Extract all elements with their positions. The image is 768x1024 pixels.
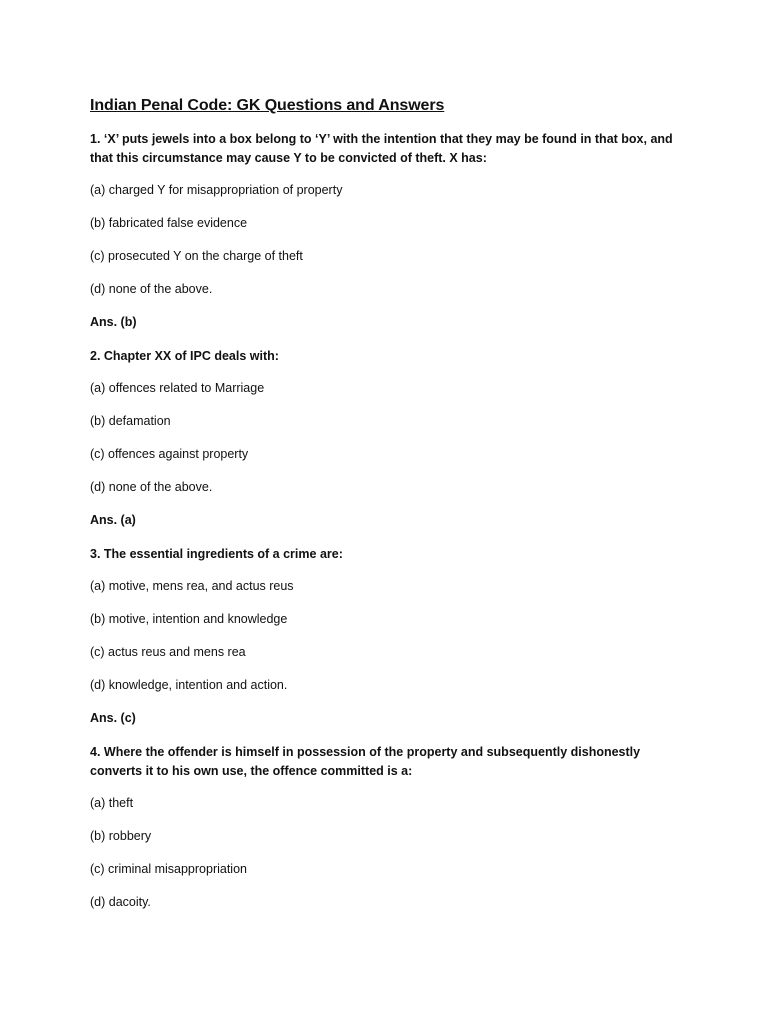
option-a: (a) charged Y for misappropriation of property <box>90 183 343 197</box>
question-text: 4. Where the offender is himself in possession of the property and subsequently dishonestly converts it to his own use, the offence committed is a: <box>90 745 641 778</box>
answer-text: Ans. (a) <box>90 513 136 527</box>
option-d: (d) none of the above. <box>90 282 213 296</box>
option-d: (d) dacoity. <box>90 895 151 909</box>
option-b: (b) robbery <box>90 829 152 843</box>
answer-text: Ans. (b) <box>90 315 137 329</box>
option-b: (b) defamation <box>90 414 171 428</box>
option-c: (c) prosecuted Y on the charge of theft <box>90 249 303 263</box>
option-b: (b) fabricated false evidence <box>90 216 248 230</box>
option-c: (c) criminal misappropriation <box>90 862 247 876</box>
question-text: 1. ‘X’ puts jewels into a box belong to ‘Y’ with the intention that they may be found in that box, and that this circumstance may cause Y to be convicted of theft. X has: <box>90 132 673 165</box>
option-c: (c) actus reus and mens rea <box>90 645 246 659</box>
answer-text: Ans. (c) <box>90 711 136 725</box>
option-b: (b) motive, intention and knowledge <box>90 612 288 626</box>
option-d: (d) none of the above. <box>90 480 213 494</box>
option-a: (a) offences related to Marriage <box>90 381 265 395</box>
document-title: Indian Penal Code: GK Questions and Answers <box>90 97 445 114</box>
question-block-1 <box>90 130 690 331</box>
option-a: (a) motive, mens rea, and actus reus <box>90 579 294 593</box>
question-block-3 <box>90 545 690 727</box>
question-block-4 <box>90 743 690 911</box>
question-text: 2. Chapter XX of IPC deals with: <box>90 349 279 363</box>
option-a: (a) theft <box>90 796 134 810</box>
option-c: (c) offences against property <box>90 447 249 461</box>
option-d: (d) knowledge, intention and action. <box>90 678 288 692</box>
document-page <box>90 96 690 927</box>
question-block-2 <box>90 347 690 529</box>
question-text: 3. The essential ingredients of a crime are: <box>90 547 343 561</box>
